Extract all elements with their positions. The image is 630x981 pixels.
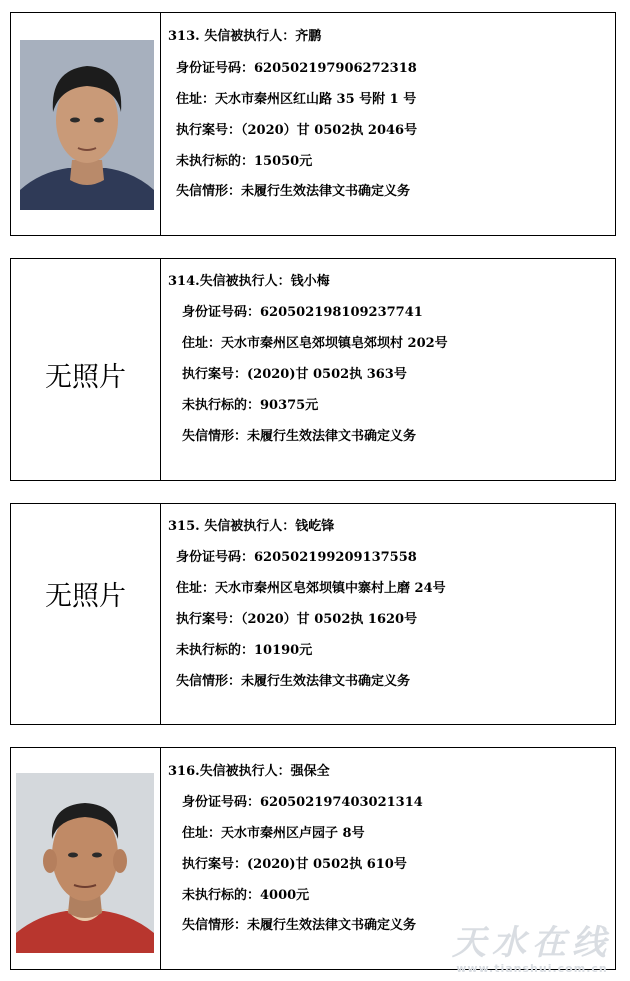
- id-number-line: 身份证号码：620502198109237741: [182, 305, 423, 320]
- amount-line: 未执行标的：10190元: [176, 643, 313, 658]
- case-number-line: 执行案号：(2020)甘 0502执 363号: [182, 367, 407, 382]
- case-number-line: 执行案号：（2020）甘 0502执 2046号: [176, 123, 418, 138]
- photo-column: [11, 748, 161, 969]
- no-photo-label: 无照片: [45, 362, 126, 393]
- case-number-line: 执行案号：（2020）甘 0502执 1620号: [176, 612, 418, 627]
- portrait-illustration: [20, 40, 154, 210]
- situation-line: 失信情形：未履行生效法律文书确定义务: [176, 184, 411, 199]
- record-card-314: [10, 258, 616, 481]
- photo-column: [11, 13, 161, 235]
- photo-column: [11, 259, 161, 480]
- address-line: 住址：天水市秦州区卢园子 8号: [182, 826, 365, 841]
- amount-line: 未执行标的：15050元: [176, 154, 313, 169]
- portrait-illustration: [16, 773, 154, 953]
- name-line: 315. 失信被执行人：钱屹锋: [168, 519, 335, 534]
- situation-line: 失信情形：未履行生效法律文书确定义务: [176, 674, 411, 689]
- situation-line: 失信情形：未履行生效法律文书确定义务: [182, 918, 417, 933]
- address-line: 住址：天水市秦州区红山路 35 号附 1 号: [176, 92, 417, 107]
- name-line: 316.失信被执行人：强保全: [168, 764, 330, 779]
- id-number-line: 身份证号码：620502197906272318: [176, 61, 417, 76]
- portrait-photo: [16, 773, 154, 953]
- amount-line: 未执行标的：90375元: [182, 398, 319, 413]
- name-line: 314.失信被执行人：钱小梅: [168, 274, 330, 289]
- name-line: 313. 失信被执行人：齐鹏: [168, 29, 322, 44]
- id-number-line: 身份证号码：620502199209137558: [176, 550, 417, 565]
- portrait-photo: [20, 40, 154, 210]
- watermark-url: www.tianshui.com.cn: [456, 962, 608, 975]
- photo-column: [11, 504, 161, 724]
- address-line: 住址：天水市秦州区皂郊坝镇中寨村上磨 24号: [176, 581, 446, 596]
- site-watermark: [452, 915, 612, 975]
- record-card-315: [10, 503, 616, 725]
- no-photo-label: 无照片: [45, 581, 126, 612]
- situation-line: 失信情形：未履行生效法律文书确定义务: [182, 429, 417, 444]
- address-line: 住址：天水市秦州区皂郊坝镇皂郊坝村 202号: [182, 336, 448, 351]
- id-number-line: 身份证号码：620502197403021314: [182, 795, 423, 810]
- record-card-313: [10, 12, 616, 236]
- case-number-line: 执行案号：(2020)甘 0502执 610号: [182, 857, 407, 872]
- amount-line: 未执行标的：4000元: [182, 888, 310, 903]
- watermark-logo-text: 天水在线: [452, 923, 612, 963]
